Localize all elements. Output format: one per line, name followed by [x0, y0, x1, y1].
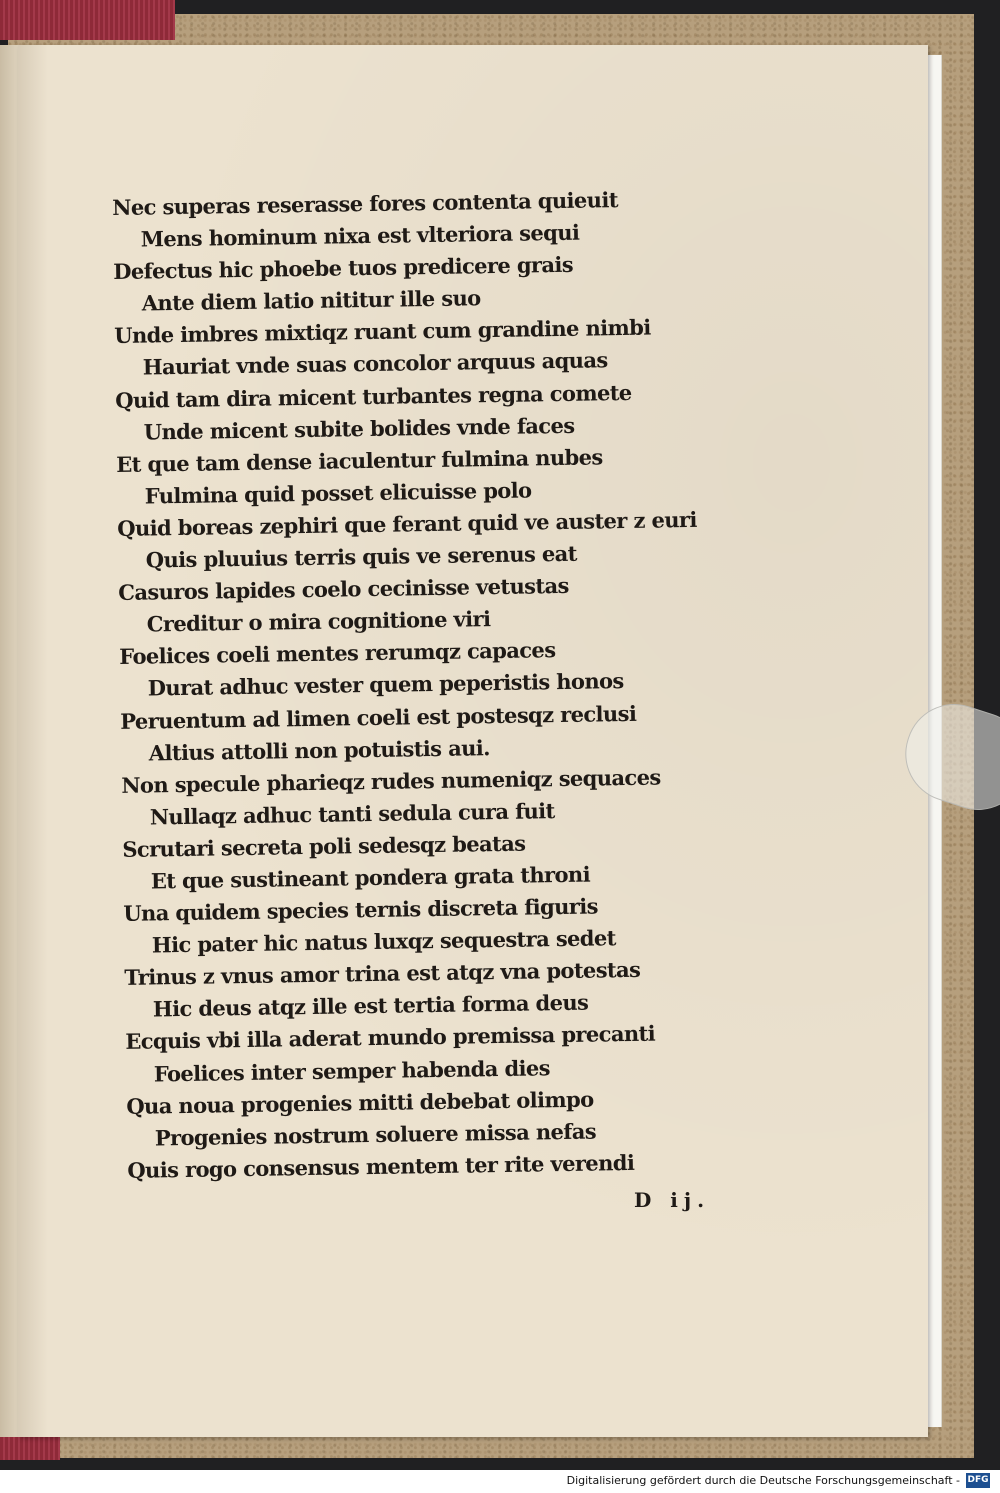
verse-line: Non specule pharieqz rudes numeniqz sequaces [121, 764, 661, 798]
verse-line: Una quidem species ternis discreta figuris [123, 893, 599, 926]
verse-line: Hic deus atqz ille est tertia forma deus [152, 989, 589, 1022]
verse-line: Hic pater hic natus luxqz sequestra sedet [151, 925, 616, 958]
verse-line: Ante diem latio nititur ille suo [141, 285, 481, 316]
verse-line: Ecquis vbi illa aderat mundo premissa precanti [125, 1021, 656, 1055]
verse-line: Trinus z vnus amor trina est atqz vna potestas [124, 957, 641, 991]
verse-line: Scrutari secreta poli sedesqz beatas [122, 830, 526, 862]
verse-line: Qua noua progenies mitti debebat olimpo [126, 1086, 594, 1119]
verse-line: Fulmina quid posset elicuisse polo [144, 477, 532, 509]
spine-binding-top [0, 0, 175, 40]
poem-text [112, 183, 697, 1187]
verse-line: Foelices coeli mentes rerumqz capaces [119, 637, 556, 670]
verse-line: Hauriat vnde suas concolor arquus aquas [142, 347, 608, 381]
verse-line: Unde micent subite bolides vnde faces [143, 412, 575, 445]
verse-line: Defectus hic phoebe tuos predicere grais [113, 251, 574, 285]
verse-line: Mens hominum nixa est vlteriora sequi [140, 219, 580, 252]
dfg-logo-icon: DFG [966, 1473, 990, 1488]
verse-line: Et que tam dense iaculentur fulmina nubes [116, 444, 603, 477]
verse-line: Quis rogo consensus mentem ter rite verendi [127, 1149, 635, 1183]
funding-credit: Digitalisierung gefördert durch die Deutsche Forschungsgemeinschaft - [566, 1474, 960, 1487]
verse-line: Progenies nostrum soluere missa nefas [154, 1118, 597, 1151]
verse-line: Casuros lapides coelo cecinisse vetustas [118, 573, 569, 606]
footer-bar [0, 1470, 1000, 1493]
verse-line: Quid boreas zephiri que ferant quid ve auster z euri [117, 506, 697, 541]
verse-line: Unde imbres mixtiqz ruant cum grandine nimbi [114, 314, 651, 349]
verse-line: Durat adhuc vester quem peperistis honos [147, 668, 624, 701]
signature-mark: D ij. [634, 1188, 711, 1212]
verse-line: Quid tam dira micent turbantes regna comete [115, 379, 632, 413]
verse-line: Nec superas reserasse fores contenta quieuit [112, 187, 619, 220]
verse-line: Creditur o mira cognitione viri [146, 606, 491, 637]
verse-line: Foelices inter semper habenda dies [153, 1054, 551, 1086]
verse-line: Altius attolli non potuistis aui. [148, 734, 491, 766]
verse-line: Peruentum ad limen coeli est postesqz reclusi [120, 700, 637, 734]
verse-line: Nullaqz adhuc tanti sedula cura fuit [149, 797, 555, 830]
verse-line: Et que sustineant pondera grata throni [150, 861, 591, 894]
verse-line: Quis pluuius terris quis ve serenus eat [145, 540, 577, 573]
